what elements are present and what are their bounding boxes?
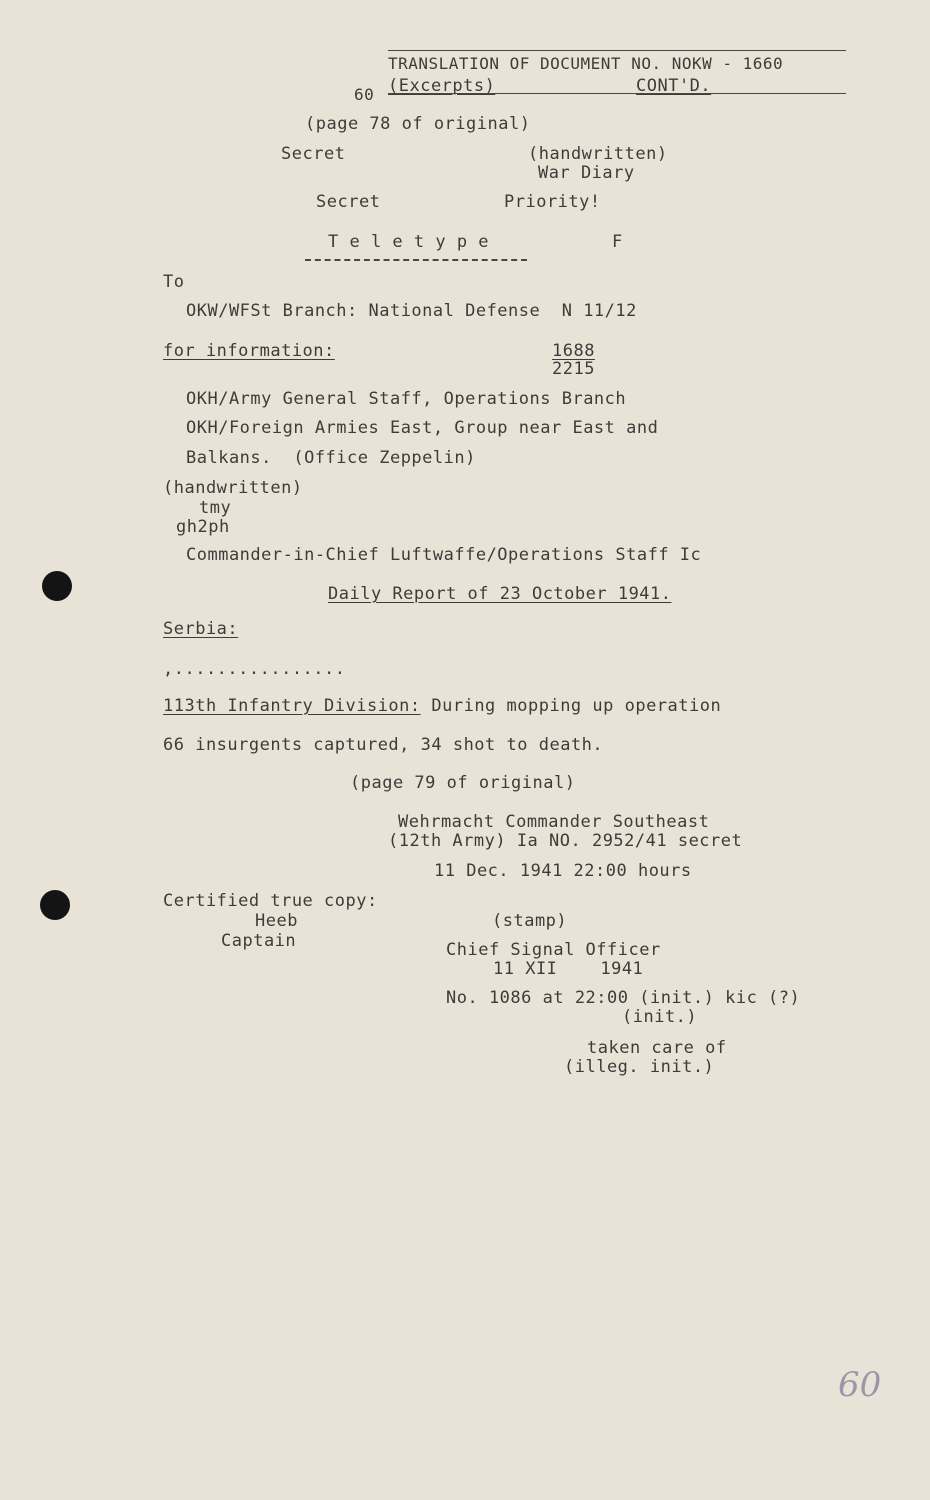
secret-label-2: Secret — [316, 192, 381, 212]
certified-copy-label: Certified true copy: — [163, 891, 378, 911]
to-label: To — [163, 272, 185, 292]
teletype-heading: T e l e t y p e — [328, 232, 490, 252]
document-title: TRANSLATION OF DOCUMENT NO. NOKW - 1660 — [388, 54, 784, 73]
binder-hole-top — [42, 571, 72, 601]
for-information-label: for information: — [163, 341, 335, 361]
certifier-name: Heeb — [255, 911, 298, 931]
okh-recipient-2: OKH/Foreign Armies East, Group near East and — [186, 418, 659, 438]
binder-hole-bottom — [40, 890, 70, 920]
taken-care-note: taken care of — [587, 1038, 727, 1058]
reference-number-2: 2215 — [552, 359, 595, 379]
page-78-note: (page 78 of original) — [305, 114, 531, 134]
page-79-note: (page 79 of original) — [350, 773, 576, 793]
priority-label: Priority! — [504, 192, 601, 212]
army-reference: (12th Army) Ia NO. 2952/41 secret — [388, 831, 743, 851]
header-top-rule — [388, 50, 846, 51]
war-diary-label: War Diary — [538, 163, 635, 183]
casualty-report: 66 insurgents captured, 34 shot to death. — [163, 735, 604, 755]
handwritten-note-2: (handwritten) — [163, 478, 303, 498]
excerpts-label: (Excerpts) — [388, 76, 496, 96]
division-report — [163, 696, 721, 716]
division-name: 113th Infantry Division: — [163, 696, 421, 716]
contd-label: CONT'D. — [636, 76, 712, 96]
header-bottom-rule — [388, 93, 846, 94]
page-number: 60 — [354, 85, 375, 104]
okh-recipient-1: OKH/Army General Staff, Operations Branch — [186, 389, 627, 409]
okh-recipient-3: Balkans. (Office Zeppelin) — [186, 448, 476, 468]
date-time-line: 11 Dec. 1941 22:00 hours — [434, 861, 692, 881]
daily-report-title: Daily Report of 23 October 1941. — [328, 584, 672, 604]
omission-dots: ,................ — [163, 659, 346, 679]
gh2ph-note: gh2ph — [176, 517, 230, 537]
signal-date: 11 XII 1941 — [493, 959, 644, 979]
serbia-heading: Serbia: — [163, 619, 239, 639]
init-note: (init.) — [622, 1007, 698, 1027]
illegible-initials: (illeg. init.) — [564, 1057, 715, 1077]
reference-number-1: 1688 — [552, 341, 595, 361]
okw-recipient: OKW/WFSt Branch: National Defense N 11/12 — [186, 301, 637, 321]
certifier-rank: Captain — [221, 931, 297, 951]
tmy-note: tmy — [199, 498, 232, 518]
division-text: During mopping up operation — [420, 696, 722, 716]
teletype-underline — [305, 259, 527, 261]
handwritten-note-1: (handwritten) — [528, 144, 668, 164]
handwritten-page-number: 60 — [838, 1365, 882, 1405]
secret-label-1: Secret — [281, 144, 346, 164]
chief-signal-officer: Chief Signal Officer — [446, 940, 661, 960]
message-number-line: No. 1086 at 22:00 (init.) kic (?) — [446, 988, 801, 1008]
wehrmacht-commander: Wehrmacht Commander Southeast — [398, 812, 710, 832]
commander-recipient: Commander-in-Chief Luftwaffe/Operations Staff Ic — [186, 545, 702, 565]
stamp-note: (stamp) — [492, 911, 568, 931]
f-mark: F — [612, 232, 623, 252]
